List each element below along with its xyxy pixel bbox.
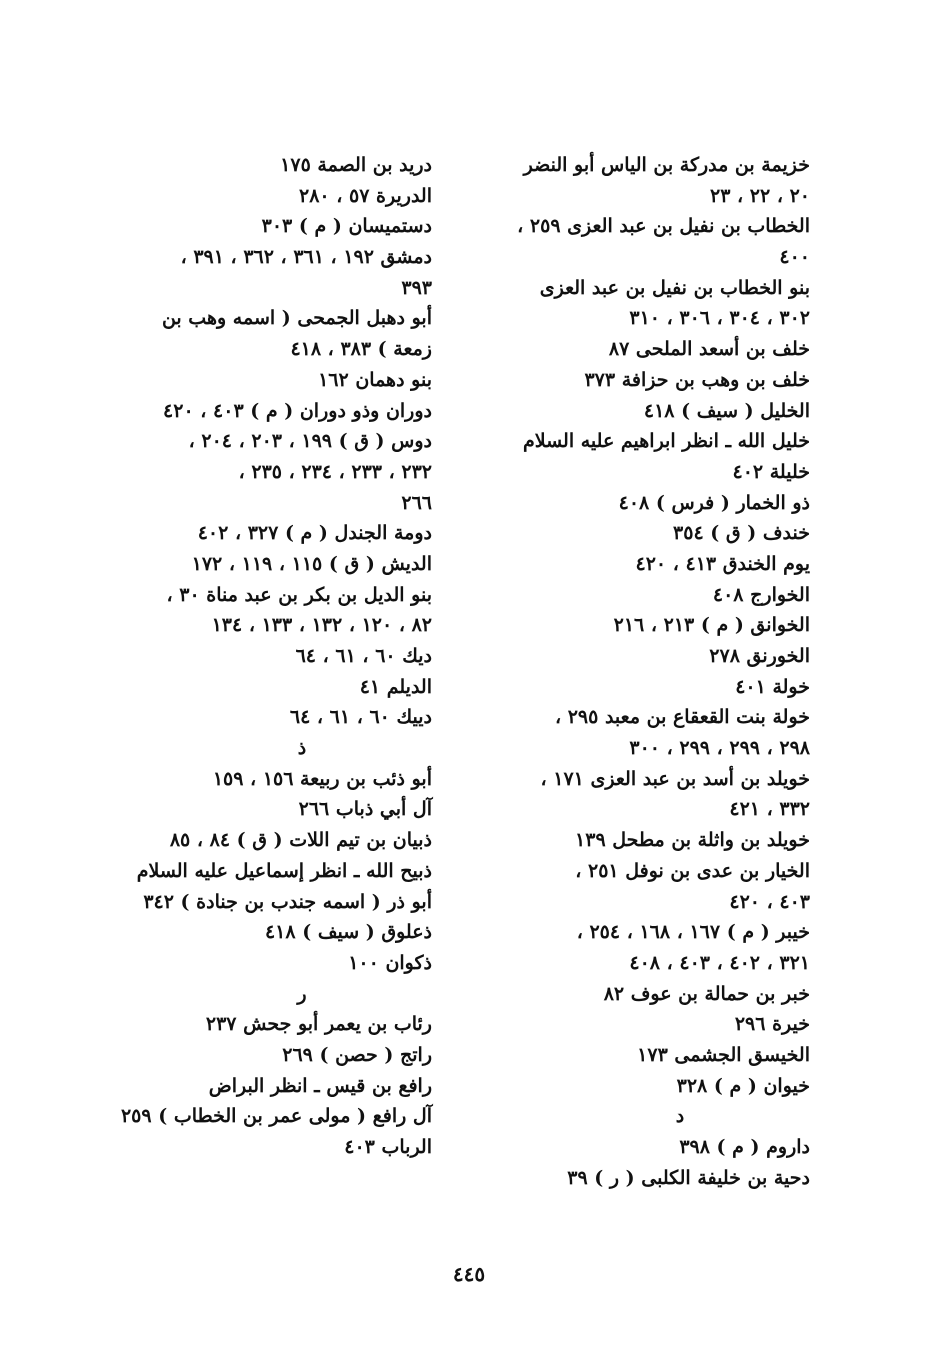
index-entry: الدريرة ٥٧ ، ٢٨٠	[299, 184, 432, 207]
section-letter: ذ	[297, 737, 307, 760]
index-entry: دمشق ١٩٢ ، ٣٦١ ، ٣٦٢ ، ٣٩١ ،	[180, 246, 432, 269]
page-number: ٤٤٥	[452, 1262, 486, 1286]
index-entry: ذعلوق ( سيف ) ٤١٨	[264, 921, 432, 944]
index-entry: خبر بن حمالة بن عوف ٨٢	[603, 982, 810, 1005]
index-entry: خلف بن وهب بن حزافة ٣٧٣	[584, 368, 810, 391]
index-entry: خلف بن أسعد الملحى ٨٧	[608, 338, 810, 361]
index-entry-continuation: ٣٠٢ ، ٣٠٤ ، ٣٠٦ ، ٣١٠	[629, 307, 810, 330]
index-entry-continuation: ٤٠٠	[779, 246, 810, 269]
index-entry-continuation: ٢٦٦	[401, 491, 432, 514]
index-entry: خولة بنت القعقاع بن معبد ٢٩٥ ،	[554, 706, 810, 729]
index-entry: بنو الديل بن بكر بن عبد مناة ٣٠ ،	[166, 583, 432, 606]
index-entry: أبو ذئب بن ربيعة ١٥٦ ، ١٥٩	[212, 767, 432, 790]
index-entry: آل رافع ( مولى عمر بن الخطاب ) ٢٥٩	[120, 1105, 432, 1128]
index-entry: بنو الخطاب بن نفيل بن عبد العزى	[539, 276, 810, 299]
index-entry-continuation: ٤٠٣ ، ٤٢٠	[729, 890, 810, 913]
index-entry: الخيار بن عدى بن نوفل ٢٥١ ،	[575, 859, 810, 882]
index-entry: أبو دهبل الجمحى ( اسمه وهب بن	[161, 307, 432, 330]
index-entry-continuation: زمعة ) ٣٨٣ ، ٤١٨	[290, 338, 432, 361]
index-entry: الديش ( ق ) ١١٥ ، ١١٩ ، ١٧٢	[191, 552, 432, 575]
index-entry-continuation: ٣٢١ ، ٤٠٢ ، ٤٠٣ ، ٤٠٨	[629, 951, 810, 974]
index-entry: ديك ٦٠ ، ٦١ ، ٦٤	[295, 645, 432, 667]
index-entry-continuation: ٨٢ ، ١٢٠ ، ١٣٢ ، ١٣٣ ، ١٣٤	[211, 614, 432, 637]
index-entry: الرباب ٤٠٣	[344, 1136, 432, 1158]
index-entry-continuation: ٢٠ ، ٢٢ ، ٢٣	[709, 184, 810, 207]
index-entry: ذو الخمار ( فرس ) ٤٠٨	[618, 491, 810, 514]
index-entry-continuation: ٢٩٨ ، ٢٩٩ ، ٢٩٩ ، ٣٠٠	[629, 737, 810, 760]
index-entry: الخطاب بن نفيل بن عبد العزى ٢٥٩ ،	[517, 215, 810, 238]
index-entry: أبو ذر ( اسمه جندب بن جنادة ) ٣٤٢	[143, 890, 432, 913]
index-entry: الديلم ٤١	[359, 675, 432, 698]
index-entry: دستميسان ( م ) ٣٠٣	[261, 215, 432, 238]
index-entry: الخوارج ٤٠٨	[712, 583, 810, 606]
index-entry: راتج ( حصن ) ٢٦٩	[282, 1043, 432, 1066]
index-column-left	[120, 150, 432, 1163]
index-entry: بنو دهمان ١٦٢	[318, 368, 432, 391]
index-entry: رافع بن قيس ـ انظر البراض	[208, 1074, 432, 1097]
index-entry: خزيمة بن مدركة بن الياس أبو النضر	[523, 154, 810, 176]
index-entry-continuation: ٢٣٢ ، ٢٣٣ ، ٢٣٤ ، ٢٣٥ ،	[238, 460, 432, 483]
index-entry: دييك ٦٠ ، ٦١ ، ٦٤	[289, 706, 432, 729]
index-entry-continuation: ٣٩٣	[401, 276, 432, 299]
index-entry: خليل الله ـ انظر ابراهيم عليه السلام	[523, 430, 810, 453]
index-entry: آل أبي ذباب ٢٦٦	[298, 798, 432, 821]
index-entry-continuation: ٣٣٢ ، ٤٢١	[729, 798, 810, 821]
index-entry: الخورنق ٢٧٨	[709, 645, 810, 667]
index-entry: دوس ( ق ) ١٩٩ ، ٢٠٣ ، ٢٠٤ ،	[188, 430, 432, 453]
section-letter: د	[675, 1105, 685, 1128]
index-column-right	[510, 150, 810, 1193]
index-entry: خيبر ( م ) ١٦٧ ، ١٦٨ ، ٢٥٤ ،	[576, 921, 810, 944]
index-entry: دوران وذو دوران ( م ) ٤٠٣ ، ٤٢٠	[163, 399, 432, 422]
index-entry: ذبيان بن تيم اللات ( ق ) ٨٤ ، ٨٥	[169, 829, 432, 852]
index-entry: الخليل ( سيف ) ٤١٨	[643, 399, 810, 422]
index-entry: خليلة ٤٠٢	[732, 460, 810, 483]
index-entry: خيرة ٢٩٦	[734, 1013, 810, 1036]
index-entry: دريد بن الصمة ١٧٥	[280, 154, 432, 176]
section-letter: ر	[297, 982, 307, 1005]
index-entry: داروم ( م ) ٣٩٨	[679, 1136, 810, 1158]
index-entry: ذكوان ١٠٠	[348, 951, 432, 974]
index-entry: يوم الخندق ٤١٣ ، ٤٢٠	[635, 552, 810, 575]
index-entry: خندف ( ق ) ٣٥٤	[673, 522, 810, 545]
index-entry: الخيسق الجشمى ١٧٣	[637, 1043, 810, 1066]
index-entry: رئاب بن يعمر أبو جحش ٢٣٧	[205, 1013, 432, 1036]
index-entry: خولة ٤٠١	[735, 675, 810, 698]
index-entry: الخوانق ( م ) ٢١٣ ، ٢١٦	[613, 614, 810, 637]
index-entry: ذبيح الله ـ انظر إسماعيل عليه السلام	[136, 859, 432, 882]
index-entry: خيوان ( م ) ٣٢٨	[676, 1074, 810, 1097]
index-entry: خويلد بن أسد بن عبد العزى ١٧١ ،	[540, 767, 810, 790]
index-entry: دحية بن خليفة الكلبى ( ر ) ٣٩	[567, 1166, 810, 1189]
index-entry: دومة الجندل ( م ) ٣٢٧ ، ٤٠٢	[197, 522, 432, 545]
index-entry: خويلد بن واثلة بن مطحل ١٣٩	[575, 829, 810, 852]
